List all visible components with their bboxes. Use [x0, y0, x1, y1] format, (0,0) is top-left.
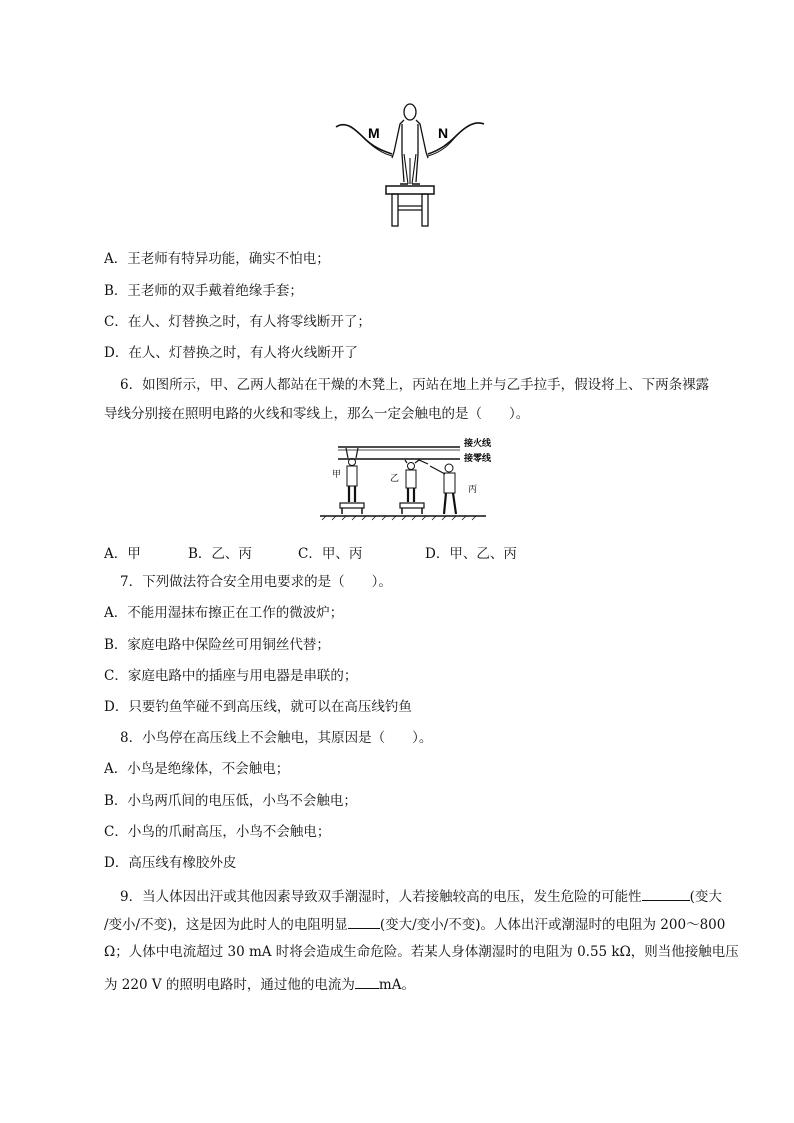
q7-option-d: D．只要钓鱼竿碰不到高压线，就可以在高压线钓鱼	[104, 699, 412, 715]
q9-line1	[120, 886, 722, 906]
q7-option-c: C．家庭电路中的插座与用电器是串联的；	[104, 668, 358, 684]
q6-option-c: C．甲、丙	[298, 546, 363, 562]
figure-wires-three-people	[318, 436, 504, 522]
q8-option-a: A．小鸟是绝缘体，不会触电；	[104, 761, 290, 777]
label-neutral-wire: 接零线	[464, 454, 492, 464]
label-person-jia: 甲	[332, 470, 342, 480]
q6-stem-line2: 导线分别接在照明电路的火线和零线上，那么一定会触电的是（ ）。	[104, 406, 530, 422]
q9-line2-text-b: (变大/变小/不变)。人体出汗或潮湿时的电阻为 200～800	[379, 917, 726, 933]
q8-stem: 8．小鸟停在高压线上不会触电，其原因是（ ）。	[120, 730, 433, 746]
q9-blank-1[interactable]	[642, 886, 690, 901]
q6-stem-line1: 6．如图所示，甲、乙两人都站在干燥的木凳上，丙站在地上并与乙手拉手，假设将上、下两条裸露	[120, 377, 710, 393]
q9-line1-text-b: (变大	[689, 889, 722, 905]
q9-blank-3[interactable]	[355, 974, 379, 989]
q6-option-b: B．乙、丙	[188, 546, 252, 562]
q9-line4	[104, 974, 415, 994]
q8-option-d: D．高压线有橡胶外皮	[104, 855, 237, 871]
q9-line4-text-a: 为 220 V 的照明电路时，通过他的电流为	[104, 977, 355, 993]
q8-option-b: B．小鸟两爪间的电压低，小鸟不会触电；	[104, 793, 357, 809]
q7-option-b: B．家庭电路中保险丝可用铜丝代替；	[104, 637, 330, 653]
label-person-yi: 乙	[390, 474, 400, 484]
q9-line1-text-a: 9．当人体因出汗或其他因素导致双手潮湿时，人若接触较高的电压，发生危险的可能性	[120, 889, 642, 905]
label-live-wire: 接火线	[464, 439, 492, 449]
q5-option-b: B．王老师的双手戴着绝缘手套；	[104, 283, 303, 299]
figure-person-on-stool	[334, 102, 486, 228]
q7-stem: 7．下列做法符合安全用电要求的是（ ）。	[120, 574, 392, 590]
q5-option-c: C．在人、灯替换之时，有人将零线断开了；	[104, 314, 371, 330]
label-m: M	[368, 125, 380, 141]
q9-line4-text-b: mA。	[378, 977, 415, 993]
q6-option-a: A．甲	[104, 546, 141, 562]
q6-option-d: D．甲、乙、丙	[425, 546, 517, 562]
label-person-bing: 丙	[468, 485, 478, 495]
q9-line2-text-a: /变小/不变)，这是因为此时人的电阻明显	[104, 917, 348, 933]
q7-option-a: A．不能用湿抹布擦正在工作的微波炉；	[104, 605, 344, 621]
q8-option-c: C．小鸟的爪耐高压，小鸟不会触电；	[104, 824, 331, 840]
label-n: N	[438, 125, 449, 141]
q9-blank-2[interactable]	[348, 914, 380, 929]
q5-option-a: A．王老师有特异功能，确实不怕电；	[104, 251, 330, 267]
q5-option-d: D．在人、灯替换之时，有人将火线断开了	[104, 345, 358, 361]
q9-line3: Ω；人体中电流超过 30 mA 时将会造成生命危险。若某人身体潮湿时的电阻为 0.55 kΩ，则当他接触电压	[104, 944, 739, 960]
q9-line2	[104, 914, 725, 934]
